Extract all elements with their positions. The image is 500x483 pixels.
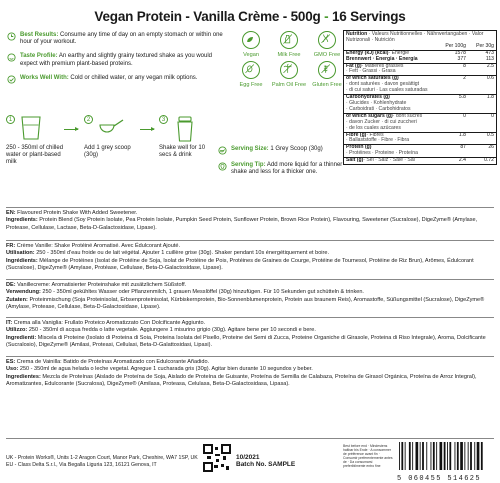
field-label: Ingrédients: bbox=[6, 257, 38, 264]
field-label: Utilisation: bbox=[6, 250, 35, 257]
language-block bbox=[6, 210, 494, 232]
tip-label: Taste Profile: bbox=[20, 53, 58, 60]
step-text: 250 - 350ml of chilled water or plant-based milk bbox=[6, 145, 64, 166]
serving-size-text: 1 Grey Scoop (30g) bbox=[270, 146, 323, 152]
nutrition-title: Nutrition bbox=[346, 31, 368, 37]
batch-number: Batch No. SAMPLE bbox=[236, 461, 296, 468]
divider bbox=[6, 438, 494, 439]
scoop-icon bbox=[97, 115, 125, 141]
taste-icon bbox=[7, 53, 16, 62]
language-block bbox=[6, 359, 494, 389]
nutrient-label: Salt (g) bbox=[346, 157, 364, 164]
shaker-icon bbox=[174, 115, 196, 143]
tips-section bbox=[7, 32, 229, 91]
badge-vegan: Vegan bbox=[232, 31, 270, 58]
field-label: Zutaten: bbox=[6, 296, 28, 303]
field-text: Miscela di Proteine (Isolato di Proteina di Soia, Proteina Isolata del Pisello, Proteine dei Semi di Zucca, Proteine Organiche di Girasole, Proteina di Riso Integrale), Aroma, Dolcificante (Sucralosio), DigeZyme® (Amilasi, Proteasi, Cellulasi, Beta-D-Galattosidasi, Lipasi). bbox=[6, 334, 486, 349]
language-code: ES: bbox=[6, 359, 16, 365]
step-text: Shake well for 10 secs & drink bbox=[159, 145, 206, 159]
arrow-icon bbox=[140, 129, 154, 130]
language-code: IT: bbox=[6, 320, 13, 326]
serving-tip-text: Add more liquid for a thinner shake and less for a thicker one. bbox=[231, 162, 343, 176]
lightbulb-icon bbox=[218, 162, 227, 171]
divider bbox=[6, 317, 494, 318]
serving-size bbox=[218, 146, 348, 155]
nutrient-value-serving: 0.72 bbox=[468, 158, 496, 164]
tip-best-results bbox=[7, 32, 229, 46]
divider bbox=[6, 207, 494, 208]
badge-milk-free: Milk Free bbox=[270, 31, 308, 58]
field-text: 250 - 350ml gekühltes Wasser oder Pflanzenmilch, 1 grauen Messlöffel (30g) hinzufügen. Für 10 Sekunden gut schütteln & trinken. bbox=[42, 289, 364, 296]
scoop-icon bbox=[218, 146, 227, 155]
nutrient-value-100g: 0 bbox=[436, 113, 468, 119]
nutrient-value-serving: 0.5 bbox=[468, 132, 496, 138]
language-code: FR: bbox=[6, 243, 16, 249]
step-number: 1 bbox=[6, 115, 15, 124]
nutrition-row bbox=[344, 158, 496, 164]
nutrient-value-serving: 0.6 bbox=[468, 76, 496, 82]
nutrient-value-serving: 113 bbox=[485, 55, 494, 62]
divider bbox=[6, 240, 494, 241]
nutrient-value-serving: 0 bbox=[468, 113, 496, 119]
field-text: Mezcla de Proteínas (Aislado de Proteína de Soja, Aislado de Proteína de Guisante, Proteína de Semilla de Calabaza, Proteína de Girasol Orgánica, Proteína de Arroz Integral), Aromatizantes, Edulcorante (Sucralosa), DigeZyme® (Amilasa, Proteasa, Celulasa, Beta-D-Galactosidasa, Lipasa). bbox=[6, 373, 477, 388]
badge-gluten-free: Gluten Free bbox=[308, 61, 346, 88]
milk-bottle-icon bbox=[281, 32, 296, 47]
nutrient-label: · davon Zucker · di cui zuccheri bbox=[346, 118, 417, 125]
serving-info bbox=[218, 146, 348, 183]
nutrition-table bbox=[343, 30, 497, 165]
field-text: 250 - 350ml de agua helada o leche vegetal. Agregue 1 cucharada gris (30g). Agitar bien durante 10 segundos y beber. bbox=[19, 366, 313, 373]
field-label: Verwendung: bbox=[6, 289, 41, 296]
footer-eu-address: EU - Class Delta S.r.l., Via Begalla Liguria 123, 16121 Genova, IT bbox=[6, 462, 157, 469]
step-number: 2 bbox=[84, 115, 93, 124]
tip-label: Best Results: bbox=[20, 32, 59, 38]
egg-icon bbox=[243, 62, 258, 77]
col-per-serving: Per 30g bbox=[476, 42, 494, 49]
tip-text: Cold or chilled water, or any vegan milk options. bbox=[70, 74, 198, 81]
nutrient-label: Protein (g) bbox=[346, 144, 372, 151]
language-block bbox=[6, 243, 494, 273]
nutrient-label: · dont saturées · davon gesättigt bbox=[346, 81, 420, 88]
glass-icon bbox=[19, 115, 43, 141]
badge-egg-free: Egg Free bbox=[232, 61, 270, 88]
nutrient-value-100g: 87 bbox=[436, 145, 468, 151]
best-before-text: Best before end · Mindestens haltbar bis Ende · A consommer de préférence avant fin · Consumir preferentemente antes de · Da consumarsi preferibilmente entro fine bbox=[343, 444, 393, 469]
step-number: 3 bbox=[159, 115, 168, 124]
nutrient-label: Fibre (g) bbox=[346, 131, 367, 138]
title-servings: 16 Servings bbox=[331, 9, 406, 24]
nutrient-label: · Glucides · Kohlenhydrate bbox=[346, 99, 407, 106]
field-text: Crème Vanille: Shake Protéiné Aromatisé. Avec Édulcorant Ajouté. bbox=[16, 243, 181, 249]
nutrient-value-serving: 26 bbox=[468, 145, 496, 151]
language-code: DE: bbox=[6, 282, 16, 288]
field-label: Ingredients: bbox=[6, 217, 38, 224]
nutrient-value-100g: 377 bbox=[457, 55, 466, 62]
language-block bbox=[6, 320, 494, 350]
field-label: Utilizzo: bbox=[6, 327, 28, 334]
nutrient-label: of which saturates (g) bbox=[346, 75, 399, 82]
nutrient-label: · Ballaststoffe · Fibre · Fibra bbox=[346, 137, 410, 144]
field-label: Uso: bbox=[6, 366, 19, 373]
badge-gmo-free: GMO Free bbox=[308, 31, 346, 58]
nutrition-rows bbox=[344, 50, 496, 164]
field-text: Flavoured Protein Shake With Added Sweetener. bbox=[17, 210, 138, 216]
divider bbox=[6, 356, 494, 357]
nutrient-label: Brennwert · Energia · Energía bbox=[346, 55, 418, 62]
nutrient-label: Energy (kJ) (kcal) bbox=[346, 49, 389, 56]
step-text: Add 1 grey scoop (30g) bbox=[84, 145, 131, 159]
nutrient-sub: · Énergie bbox=[388, 49, 410, 56]
language-code: EN: bbox=[6, 210, 16, 216]
nutrient-value-100g: 8 bbox=[436, 63, 468, 69]
field-text: Mélange de Protéines (Isolat de Protéine de Soja, Isolat de Protéine de Pois, Protéines de Graines de Courge, Protéine de Tournesol, Protéine de Riz Brun), Arômes, Édulcorant (Sucralose), DigeZyme® (Amylase, Protéase, Cellulase, Beta-D-Galactosidase, Lipase). bbox=[6, 257, 474, 272]
nutrient-sub: · Sel · Salz · Sale · Sal bbox=[363, 157, 415, 164]
tip-taste-profile bbox=[7, 53, 229, 67]
qr-code-icon bbox=[203, 444, 231, 472]
barcode-digits: 5 060455 514625 bbox=[397, 475, 482, 483]
nutrient-label: · Fett · Grassi · Grasa bbox=[346, 68, 396, 75]
field-text: Crema de Vainilla: Batido de Proteínas Aromatizado con Edulcorante Añadido. bbox=[16, 359, 210, 365]
product-title: Vegan Protein - Vanilla Crème - 500g - 16 Servings bbox=[94, 9, 406, 24]
field-text: Crema alla Vaniglia: Frullato Proteico Aromatizzato Con Dolcificante Aggiunto. bbox=[13, 320, 206, 326]
nutrient-label: · Protéines · Proteine · Proteína bbox=[346, 150, 418, 157]
barcode-bars-icon bbox=[397, 442, 495, 470]
palm-tree-icon bbox=[281, 62, 296, 77]
nutrient-value-100g: 1578 bbox=[436, 50, 468, 56]
batch-info bbox=[236, 454, 295, 468]
serving-size-label: Serving Size: bbox=[231, 146, 269, 152]
nutrient-label: · de los cuales azúcares bbox=[346, 124, 401, 131]
wheat-icon bbox=[319, 62, 334, 77]
nutrient-label: Carbohydrates (g) bbox=[346, 94, 390, 101]
divider bbox=[6, 279, 494, 280]
field-text: 250 - 350ml di acqua fredda o latte vegetale. Aggiungere 1 misurino grigio (30g). Agitare bene per 10 secondi e bere. bbox=[28, 327, 316, 334]
serving-tip bbox=[218, 162, 348, 176]
nutrient-label: · Carboidrati · Carbohidratos bbox=[346, 105, 411, 112]
nutrition-subtitle: · Valeurs Nutritionnelles · Nährwertangaben · Valor Nutrizonali · Nutrición bbox=[346, 31, 484, 43]
field-label: Ingredienti: bbox=[6, 334, 37, 341]
tip-works-well bbox=[7, 75, 229, 84]
badge-palm-oil-free: Palm Oil Free bbox=[270, 61, 308, 88]
clock-icon bbox=[7, 32, 16, 41]
serving-tip-label: Serving Tip: bbox=[231, 162, 266, 168]
nutrient-label: Fat (g) bbox=[346, 62, 362, 69]
nutrition-header bbox=[344, 31, 496, 44]
tip-label: Works Well With: bbox=[20, 74, 69, 81]
nutrient-sub: · Matières grasses bbox=[361, 62, 404, 69]
field-label: Ingredientes: bbox=[6, 373, 41, 380]
nutrient-value-100g: 2.4 bbox=[436, 158, 468, 164]
check-icon bbox=[7, 75, 16, 84]
nutrient-sub: · Fibres bbox=[366, 131, 384, 138]
leaf-icon bbox=[243, 32, 258, 47]
tip-text: An earthy and slightly grainy textured shake as you would expect with premium plant-based proteins. bbox=[20, 53, 213, 67]
title-separator: - bbox=[320, 9, 332, 24]
batch-date: 10/2021 bbox=[236, 454, 260, 461]
field-text: Proteinmischung (Soja Proteinisolat, Erbsenproteinisolat, Kürbiskernprotein, Bio-Sonnenblumenprotein, Protein aus braunem Reis), Aromastoffe, Süßungsmittel (Sucralose), DigeZyme® (Amylase, Protease, Cellulase, Beta-D-Galactosidase, Lipase). bbox=[6, 296, 485, 311]
nutrient-value-100g: 1.8 bbox=[436, 132, 468, 138]
language-block bbox=[6, 282, 494, 312]
tip-text: Consume any time of day on an empty stomach or within one hour of your workout. bbox=[20, 32, 223, 46]
field-text: 250 - 350ml d'eau froide ou de lait végétal. Ajouter 1 cuillère grise (30g). Shaker pendant 10s énergétiquement et boire. bbox=[36, 250, 329, 257]
nutrient-value-serving: 1.8 bbox=[468, 95, 496, 101]
footer-uk-address: UK - Protein Works®, Units 1-2 Aragon Court, Manor Park, Cheshire, WA7 1SP, UK bbox=[6, 455, 198, 461]
field-text: Protein Blend (Soy Protein Isolate, Pea Protein Isolate, Pumpkin Seed Protein, Sunflower Protein, Brown Rice Protein), Flavouring, Sweetener (Sucralose), DigeZyme® (Amylase, Protease, Cellulase, Lactase, Beta-D-Galactosidase, Lipase). bbox=[6, 217, 478, 231]
nutrient-value-serving: 473 bbox=[468, 50, 496, 56]
nutrient-label: · di cui saturi · Las cuales saturadas bbox=[346, 87, 428, 94]
col-per-100g: Per 100g bbox=[445, 42, 466, 49]
nutrient-sub: · dont sucres bbox=[392, 112, 423, 119]
arrow-icon bbox=[64, 129, 78, 130]
nutrient-value-100g: 2 bbox=[436, 76, 468, 82]
nutrient-label: of which sugars (g) bbox=[346, 112, 393, 119]
barcode bbox=[397, 442, 495, 483]
nutrient-value-100g: 5.8 bbox=[436, 95, 468, 101]
dna-icon bbox=[319, 32, 334, 47]
nutrient-value-serving: 2.5 bbox=[468, 63, 496, 69]
field-text: Vanillecreme: Aromatisierter Proteinshake mit zusätzlichem Süßstoff. bbox=[17, 282, 187, 288]
